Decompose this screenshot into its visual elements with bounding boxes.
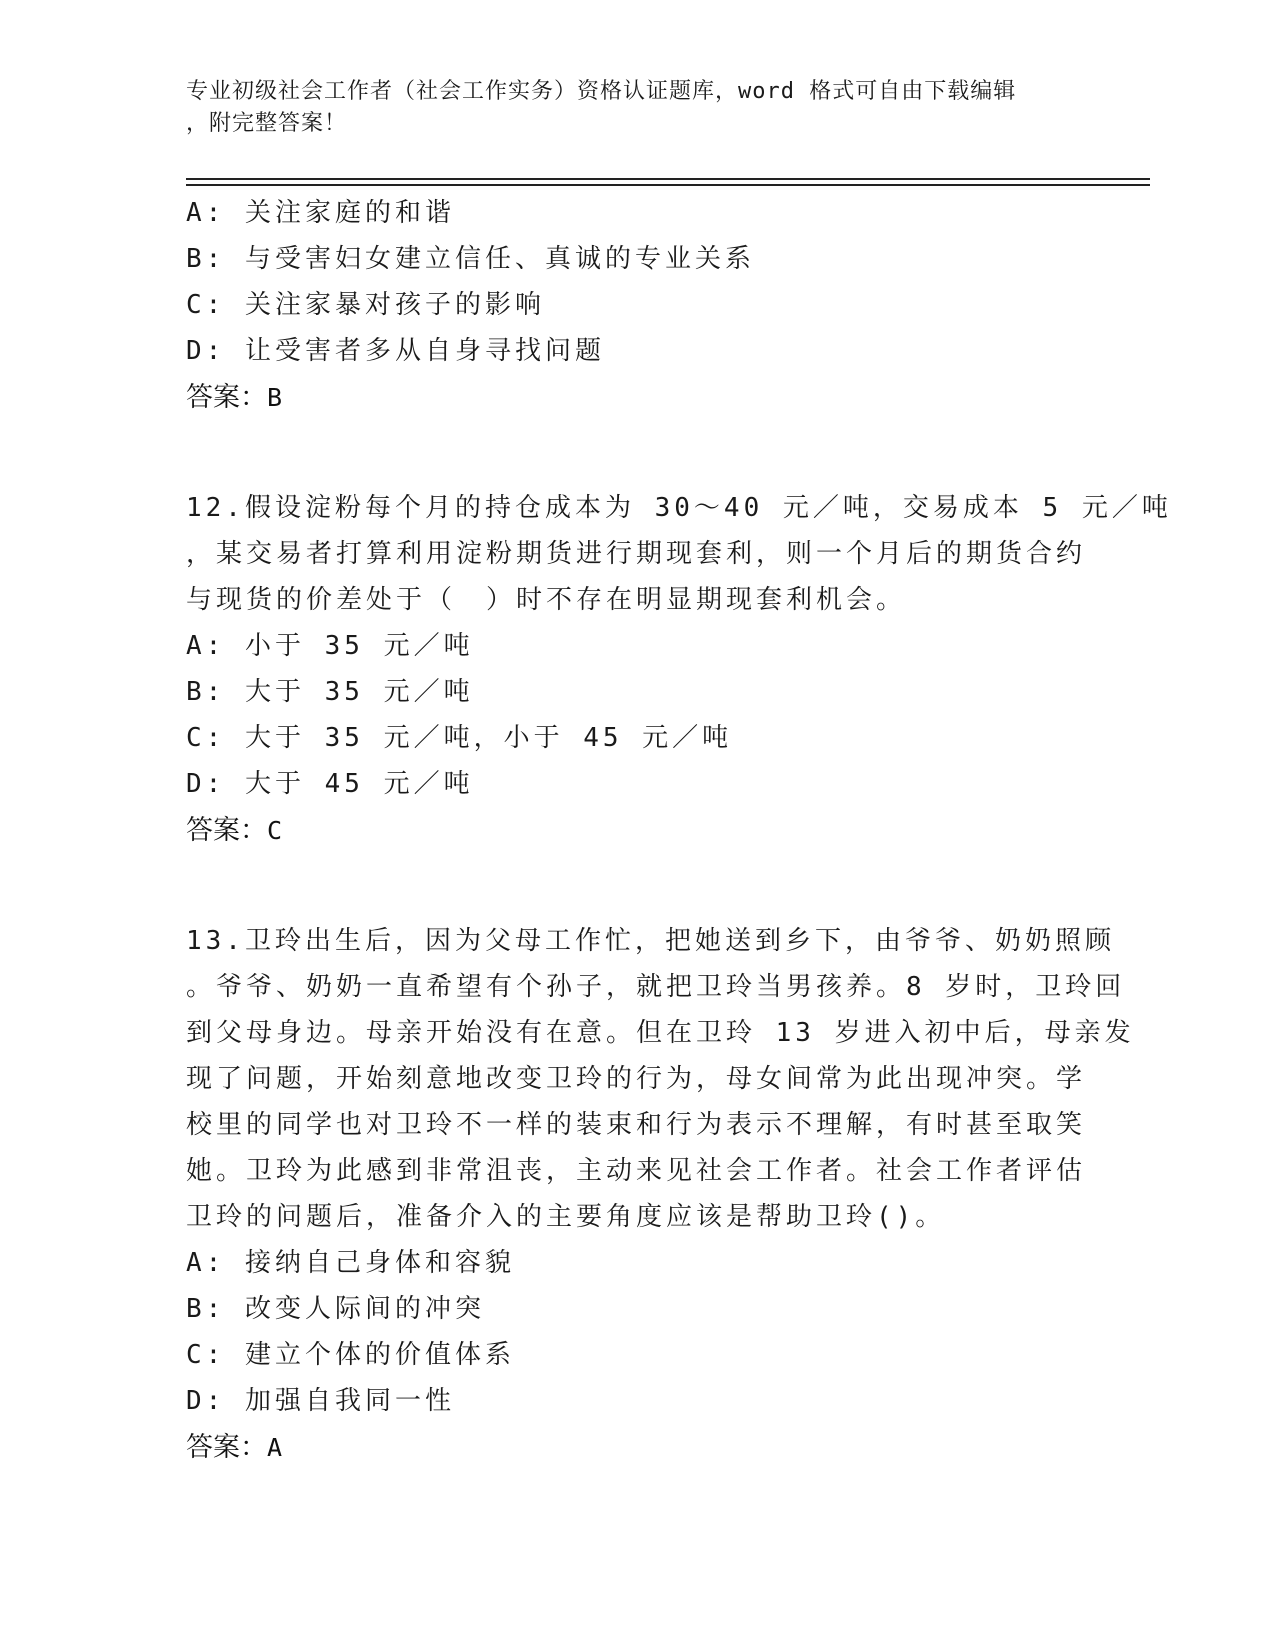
question-12-option-b: B: 大于 35 元／吨 bbox=[186, 677, 474, 707]
question-13-stem-line: 校里的同学也对卫玲不一样的装束和行为表示不理解，有时甚至取笑 bbox=[186, 1110, 1087, 1140]
question-13-stem-line: 13.卫玲出生后，因为父母工作忙，把她送到乡下，由爷爷、奶奶照顾 bbox=[186, 926, 1115, 956]
answer-value: C bbox=[267, 816, 283, 845]
question-11-option-a: A: 关注家庭的和谐 bbox=[186, 198, 455, 228]
header-line-2: ，附完整答案！ bbox=[186, 111, 348, 136]
question-12 bbox=[186, 485, 1172, 854]
question-13-stem-line: 卫玲的问题后，准备介入的主要角度应该是帮助卫玲()。 bbox=[186, 1202, 946, 1232]
question-13-option-c: C: 建立个体的价值体系 bbox=[186, 1340, 515, 1370]
header-divider-bottom bbox=[186, 184, 1150, 186]
question-13-stem-line: 到父母身边。母亲开始没有在意。但在卫玲 13 岁进入初中后，母亲发 bbox=[186, 1018, 1135, 1048]
document-header bbox=[186, 76, 1066, 140]
question-13-stem-line: 现了问题，开始刻意地改变卫玲的行为，母女间常为此出现冲突。学 bbox=[186, 1064, 1087, 1094]
question-13-answer bbox=[186, 1424, 1086, 1471]
question-11-option-c: C: 关注家暴对孩子的影响 bbox=[186, 290, 545, 320]
question-11-answer bbox=[186, 374, 1086, 421]
answer-label: 答案： bbox=[186, 815, 267, 845]
question-12-stem-line: ，某交易者打算利用淀粉期货进行期现套利，则一个月后的期货合约 bbox=[186, 539, 1087, 569]
answer-value: B bbox=[267, 383, 283, 412]
question-13-option-d: D: 加强自我同一性 bbox=[186, 1386, 455, 1416]
question-spacer bbox=[186, 421, 1086, 485]
answer-label: 答案： bbox=[186, 1432, 267, 1462]
answer-value: A bbox=[267, 1433, 283, 1462]
question-13-stem-line: 。爷爷、奶奶一直希望有个孙子，就把卫玲当男孩养。8 岁时，卫玲回 bbox=[186, 972, 1126, 1002]
question-11-option-d: D: 让受害者多从自身寻找问题 bbox=[186, 336, 605, 366]
question-13-stem-line: 她。卫玲为此感到非常沮丧，主动来见社会工作者。社会工作者评估 bbox=[186, 1156, 1087, 1186]
question-12-stem-line: 12.假设淀粉每个月的持仓成本为 30～40 元／吨，交易成本 5 元／吨 bbox=[186, 493, 1172, 523]
question-11 bbox=[186, 190, 1086, 421]
question-spacer bbox=[186, 854, 1086, 918]
question-13-option-a: A: 接纳自己身体和容貌 bbox=[186, 1248, 515, 1278]
header-divider-top bbox=[186, 178, 1150, 180]
answer-label: 答案： bbox=[186, 382, 267, 412]
question-12-option-c: C: 大于 35 元／吨，小于 45 元／吨 bbox=[186, 723, 733, 753]
question-12-stem-line: 与现货的价差处于（ ）时不存在明显期现套利机会。 bbox=[186, 585, 907, 615]
question-11-option-b: B: 与受害妇女建立信任、真诚的专业关系 bbox=[186, 244, 755, 274]
question-12-answer bbox=[186, 807, 1086, 854]
question-12-option-d: D: 大于 45 元／吨 bbox=[186, 769, 474, 799]
question-12-option-a: A: 小于 35 元／吨 bbox=[186, 631, 474, 661]
question-list bbox=[186, 190, 1172, 1471]
question-13 bbox=[186, 918, 1135, 1471]
question-13-option-b: B: 改变人际间的冲突 bbox=[186, 1294, 485, 1324]
header-line-1: 专业初级社会工作者（社会工作实务）资格认证题库，word 格式可自由下载编辑 bbox=[186, 79, 1017, 104]
